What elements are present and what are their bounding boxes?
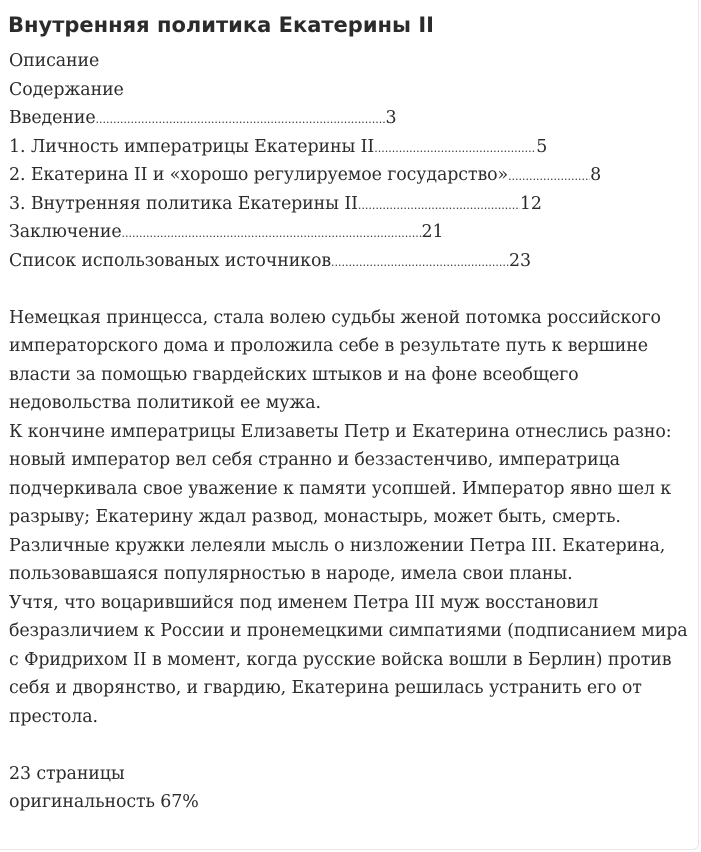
toc-item (9, 133, 699, 162)
toc-item-text: Заключение (9, 222, 122, 242)
toc-item-page: 12 (519, 193, 542, 214)
contents-label: Содержание (9, 79, 124, 100)
toc-item-text: 3. Внутренняя политика Екатерины II (9, 193, 358, 214)
toc-item-text: Введение (9, 108, 96, 128)
toc-leader (508, 163, 590, 192)
toc-item (9, 218, 699, 247)
paragraph: Немецкая принцесса, стала волею судьбы женой потомка российского императорского дома и проложила себе в результате путь к вершине власти за помощью гвардейских штыков и на фоне всеобщего недовольства политикой ее мужа. (9, 307, 661, 413)
toc-item-page: 3 (385, 108, 397, 128)
spacer (9, 275, 699, 304)
toc-leader (374, 135, 536, 164)
toc-item (9, 161, 699, 190)
page-count: 23 страницы (9, 763, 125, 784)
document-content (9, 47, 699, 817)
paragraph: Учтя, что воцарившийся под именем Петра III муж восстановил безразличием к России и пронемецкими симпатиями (подписанием мира с Фридрихом II в момент, когда русские войска вошли в Берлин) против себя и дворянство, и гвардию, Екатерина решилась устранить его от престола. (9, 592, 688, 727)
toc-item-text: Список использованых источников (9, 250, 332, 271)
originality: оригинальность 67% (9, 792, 199, 812)
toc-item-page: 8 (590, 165, 602, 185)
toc-item-text: 1. Личность императрицы Екатерины II (9, 136, 375, 157)
paragraph: К кончине императрицы Елизаветы Петр и Екатерина отнеслись разно: новый император вел себя странно и беззастенчиво, императрица подчеркивала свое уважение к памяти усопшей. Император явно шел к разрыву; Екатерину ждал развод, монастырь, может быть, смерть. Различные кружки лелеяли мысль о низложении Петра III. Екатерина, пользовавшаяся популярностью в народе, имела свои планы. (9, 421, 672, 584)
toc-item-page: 21 (421, 222, 444, 242)
toc-item-page: 5 (536, 136, 548, 157)
table-of-contents (9, 104, 699, 275)
toc-leader (122, 220, 422, 249)
toc-leader (358, 192, 520, 221)
toc-item (9, 190, 699, 219)
toc-item-page: 23 (509, 250, 531, 271)
description-label: Описание (9, 51, 100, 71)
toc-leader (96, 106, 386, 135)
spacer (9, 731, 699, 760)
toc-item (9, 247, 699, 276)
page-title: Внутренняя политика Екатерины II (8, 13, 434, 37)
toc-item (9, 104, 699, 133)
toc-item-text: 2. Екатерина II и «хорошо регулируемое государство» (9, 165, 509, 185)
toc-leader (331, 249, 509, 278)
